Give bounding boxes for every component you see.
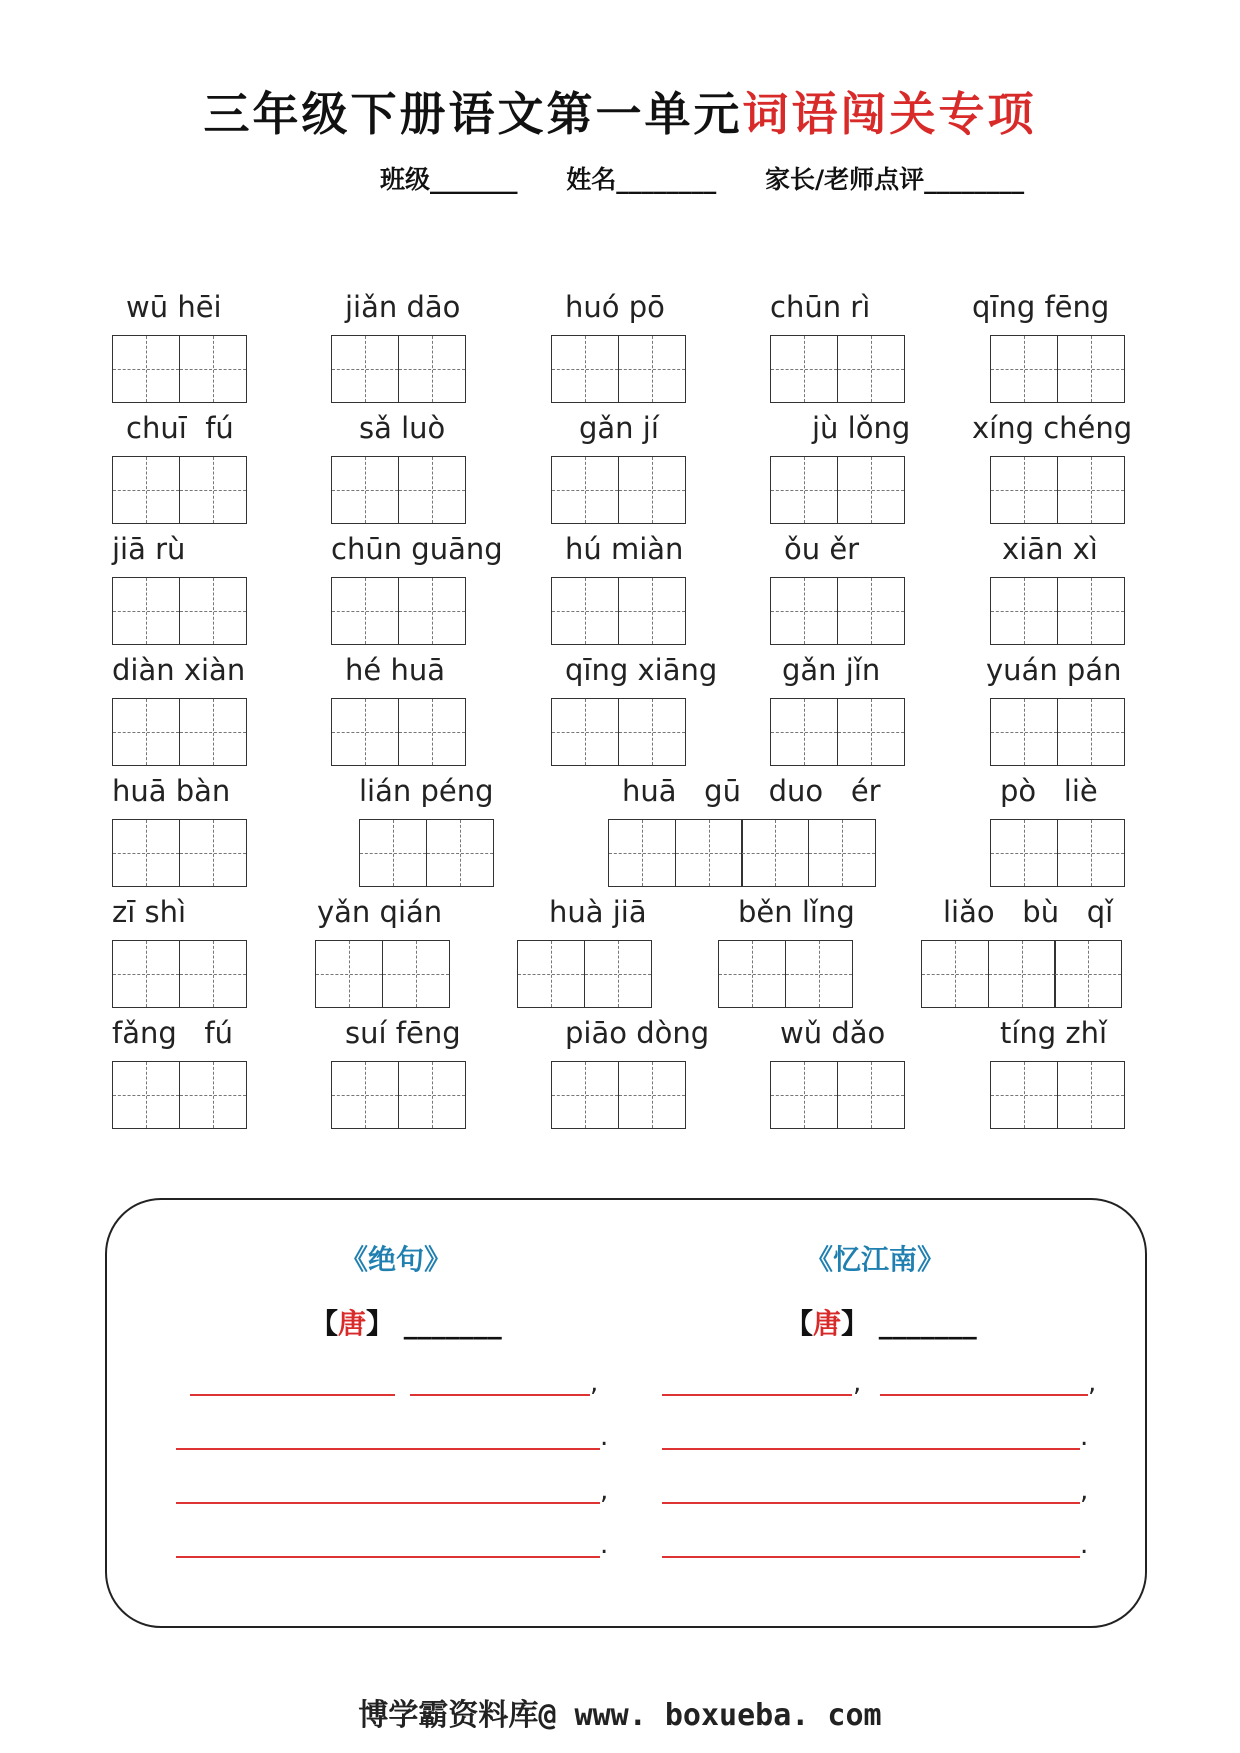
pinyin-label: hú miàn (565, 532, 684, 566)
tian-box[interactable] (551, 1061, 619, 1129)
tian-box[interactable] (517, 940, 585, 1008)
writing-boxes[interactable] (331, 698, 464, 766)
tian-box[interactable] (551, 698, 619, 766)
author-blank[interactable]: _______ (878, 1307, 977, 1340)
tian-box[interactable] (1057, 456, 1125, 524)
comma-mark: , (600, 1476, 609, 1506)
bracket-close: 】 (841, 1307, 870, 1340)
period-mark: . (1080, 1422, 1089, 1452)
tian-box[interactable] (551, 456, 619, 524)
tian-box[interactable] (990, 335, 1058, 403)
dynasty-label: 唐 (813, 1307, 842, 1340)
bracket-close: 】 (366, 1307, 395, 1340)
bracket-open: 【 (785, 1307, 814, 1340)
pinyin-label: tíng zhǐ (1000, 1016, 1108, 1050)
tian-box[interactable] (331, 456, 399, 524)
pinyin-label: pò liè (1000, 774, 1098, 808)
tian-box[interactable] (179, 698, 247, 766)
tian-box[interactable] (1057, 1061, 1125, 1129)
tian-box[interactable] (179, 819, 247, 887)
writing-boxes[interactable] (608, 819, 874, 887)
poem-title-jueju: 《绝句》 (340, 1243, 453, 1276)
tian-box[interactable] (608, 819, 676, 887)
tian-box[interactable] (551, 335, 619, 403)
tian-box[interactable] (331, 577, 399, 645)
writing-boxes[interactable] (112, 1061, 245, 1129)
tian-box[interactable] (1057, 819, 1125, 887)
tian-box[interactable] (331, 1061, 399, 1129)
writing-boxes[interactable] (990, 698, 1123, 766)
answer-line[interactable] (410, 1394, 590, 1396)
tian-box[interactable] (331, 335, 399, 403)
pinyin-label: huà jiā (549, 895, 647, 929)
pinyin-label: ǒu ěr (784, 532, 860, 566)
pinyin-label: qīng fēng (972, 290, 1110, 324)
tian-box[interactable] (112, 335, 180, 403)
writing-boxes[interactable] (770, 1061, 903, 1129)
pinyin-label: qīng xiāng (565, 653, 718, 687)
writing-boxes[interactable] (770, 456, 903, 524)
writing-boxes[interactable] (770, 698, 903, 766)
period-mark: . (600, 1422, 609, 1452)
title-highlight: 词语闯关专项 (742, 87, 1037, 141)
tian-box[interactable] (837, 577, 905, 645)
tian-box[interactable] (398, 1061, 466, 1129)
writing-boxes[interactable] (112, 456, 245, 524)
tian-box[interactable] (770, 1061, 838, 1129)
writing-boxes[interactable] (331, 456, 464, 524)
writing-boxes[interactable] (551, 335, 684, 403)
writing-boxes[interactable] (112, 698, 245, 766)
review-field[interactable]: 家长/老师点评________ (764, 165, 1025, 194)
tian-box[interactable] (112, 456, 180, 524)
answer-line[interactable] (662, 1502, 1080, 1504)
tian-box[interactable] (770, 456, 838, 524)
pinyin-label: wū hēi (126, 290, 222, 324)
writing-boxes[interactable] (551, 456, 684, 524)
comma-mark: , (1080, 1476, 1089, 1506)
tian-box[interactable] (315, 940, 383, 1008)
tian-box[interactable] (770, 335, 838, 403)
tian-box[interactable] (718, 940, 786, 1008)
tian-box[interactable] (331, 698, 399, 766)
tian-box[interactable] (179, 456, 247, 524)
tian-box[interactable] (179, 577, 247, 645)
answer-line[interactable] (190, 1394, 395, 1396)
title-main: 三年级下册语文第一单元 (203, 87, 743, 141)
tian-box[interactable] (837, 698, 905, 766)
tian-box[interactable] (990, 1061, 1058, 1129)
poem-section (105, 1198, 1147, 1628)
writing-boxes[interactable] (551, 698, 684, 766)
pinyin-label: yuán pán (986, 653, 1122, 687)
tian-box[interactable] (382, 940, 450, 1008)
writing-boxes[interactable] (718, 940, 851, 1008)
poem-title-yijiangnan: 《忆江南》 (805, 1243, 946, 1276)
writing-boxes[interactable] (990, 1061, 1123, 1129)
writing-boxes[interactable] (315, 940, 448, 1008)
pinyin-label: chūn guāng (331, 532, 503, 566)
tian-box[interactable] (741, 819, 809, 887)
answer-line[interactable] (662, 1556, 1080, 1558)
pinyin-label: jiǎn dāo (345, 290, 461, 324)
pinyin-label: hé huā (345, 653, 445, 687)
pinyin-label: wǔ dǎo (780, 1016, 886, 1050)
writing-boxes[interactable] (331, 1061, 464, 1129)
pinyin-label: huā gū duo ér (622, 774, 881, 808)
tian-box[interactable] (551, 577, 619, 645)
pinyin-label: běn lǐng (738, 895, 855, 929)
period-mark: . (600, 1530, 609, 1560)
pinyin-label: yǎn qián (317, 895, 443, 929)
writing-boxes[interactable] (990, 456, 1123, 524)
name-field[interactable]: 姓名________ (566, 165, 717, 194)
comma-mark: , (853, 1368, 862, 1398)
tian-box[interactable] (584, 940, 652, 1008)
pinyin-label: chūn rì (770, 290, 871, 324)
pinyin-label: jù lǒng (812, 411, 911, 445)
pinyin-label: gǎn jí (579, 411, 659, 445)
tian-box[interactable] (398, 335, 466, 403)
pinyin-label: lián péng (359, 774, 494, 808)
tian-box[interactable] (675, 819, 743, 887)
pinyin-label: chuī fú (126, 411, 234, 445)
dynasty-label: 唐 (338, 1307, 367, 1340)
author-line-left (310, 1302, 502, 1342)
tian-box[interactable] (179, 940, 247, 1008)
author-blank[interactable]: _______ (403, 1307, 502, 1340)
tian-box[interactable] (426, 819, 494, 887)
comma-mark: , (590, 1368, 599, 1398)
tian-box[interactable] (1054, 940, 1122, 1008)
writing-boxes[interactable] (517, 940, 650, 1008)
writing-boxes[interactable] (551, 1061, 684, 1129)
pinyin-label: sǎ luò (359, 411, 446, 445)
tian-box[interactable] (112, 819, 180, 887)
writing-boxes[interactable] (112, 819, 245, 887)
tian-box[interactable] (990, 577, 1058, 645)
tian-box[interactable] (1057, 335, 1125, 403)
pinyin-label: diàn xiàn (112, 653, 246, 687)
tian-box[interactable] (112, 940, 180, 1008)
answer-line[interactable] (176, 1448, 600, 1450)
tian-box[interactable] (990, 698, 1058, 766)
tian-box[interactable] (988, 940, 1056, 1008)
comma-mark: , (1088, 1368, 1097, 1398)
tian-box[interactable] (770, 577, 838, 645)
tian-box[interactable] (398, 577, 466, 645)
bracket-open: 【 (310, 1307, 339, 1340)
pinyin-label: xiān xì (1002, 532, 1098, 566)
answer-line[interactable] (662, 1394, 852, 1396)
tian-box[interactable] (1057, 698, 1125, 766)
answer-line[interactable] (176, 1556, 600, 1558)
pinyin-label: xíng chéng (972, 411, 1133, 445)
answer-line[interactable] (176, 1502, 600, 1504)
tian-box[interactable] (770, 698, 838, 766)
student-info-row (380, 160, 1024, 196)
writing-boxes[interactable] (112, 577, 245, 645)
tian-box[interactable] (112, 698, 180, 766)
author-line-right (785, 1302, 977, 1342)
pinyin-label: piāo dòng (565, 1016, 710, 1050)
class-field[interactable]: 班级_______ (380, 165, 518, 194)
pinyin-label: jiā rù (112, 532, 186, 566)
tian-box[interactable] (618, 1061, 686, 1129)
tian-box[interactable] (990, 819, 1058, 887)
tian-box[interactable] (785, 940, 853, 1008)
tian-box[interactable] (618, 577, 686, 645)
tian-box[interactable] (921, 940, 989, 1008)
tian-box[interactable] (837, 1061, 905, 1129)
pinyin-label: gǎn jǐn (782, 653, 881, 687)
tian-box[interactable] (112, 1061, 180, 1129)
tian-box[interactable] (990, 456, 1058, 524)
tian-box[interactable] (618, 456, 686, 524)
tian-box[interactable] (808, 819, 876, 887)
tian-box[interactable] (837, 456, 905, 524)
writing-boxes[interactable] (921, 940, 1121, 1008)
answer-line[interactable] (662, 1448, 1080, 1450)
period-mark: . (1080, 1530, 1089, 1560)
writing-boxes[interactable] (990, 577, 1123, 645)
writing-boxes[interactable] (990, 819, 1123, 887)
writing-boxes[interactable] (770, 335, 903, 403)
tian-box[interactable] (398, 456, 466, 524)
pinyin-label: suí fēng (345, 1016, 461, 1050)
tian-box[interactable] (359, 819, 427, 887)
writing-boxes[interactable] (990, 335, 1123, 403)
pinyin-label: zī shì (112, 895, 187, 929)
tian-box[interactable] (179, 1061, 247, 1129)
writing-boxes[interactable] (112, 940, 245, 1008)
tian-box[interactable] (1057, 577, 1125, 645)
writing-boxes[interactable] (331, 335, 464, 403)
pinyin-label: fǎng fú (112, 1016, 234, 1050)
page-title (0, 78, 1240, 144)
pinyin-label: huó pō (565, 290, 665, 324)
tian-box[interactable] (398, 698, 466, 766)
writing-boxes[interactable] (359, 819, 492, 887)
pinyin-label: huā bàn (112, 774, 231, 808)
tian-box[interactable] (112, 577, 180, 645)
footer-watermark: 博学霸资料库@ www. boxueba. com (358, 1698, 882, 1733)
tian-box[interactable] (837, 335, 905, 403)
answer-line[interactable] (880, 1394, 1088, 1396)
writing-boxes[interactable] (551, 577, 684, 645)
writing-boxes[interactable] (331, 577, 464, 645)
pinyin-label: liǎo bù qǐ (943, 895, 1114, 929)
tian-box[interactable] (618, 335, 686, 403)
tian-box[interactable] (618, 698, 686, 766)
writing-boxes[interactable] (112, 335, 245, 403)
writing-boxes[interactable] (770, 577, 903, 645)
tian-box[interactable] (179, 335, 247, 403)
